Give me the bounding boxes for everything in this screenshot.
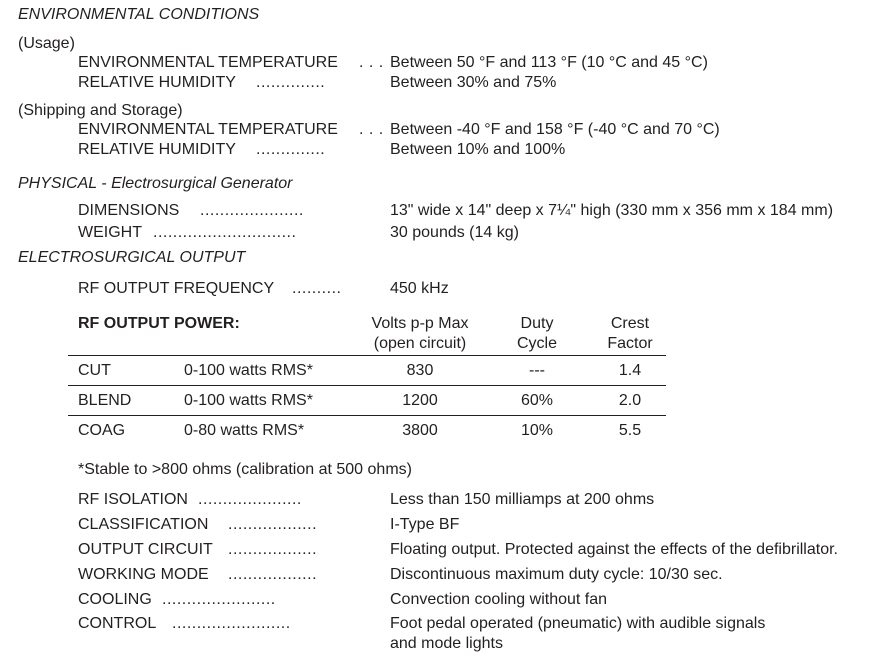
rf-frequency-dots: .......... <box>292 280 342 297</box>
row-volts: 3800 <box>402 422 438 439</box>
table-rule-row1 <box>68 385 666 386</box>
dimensions-dots: ..................... <box>200 202 304 219</box>
shipping-temperature-dots: . . . <box>359 121 384 138</box>
col-header-duty-line2: Cycle <box>516 335 557 352</box>
classification-label: CLASSIFICATION <box>78 516 209 533</box>
row-crest: 2.0 <box>618 392 642 409</box>
weight-label: WEIGHT <box>78 224 142 241</box>
dimensions-value: 13" wide x 14" deep x 7¼" high (330 mm x 356 mm x 184 mm) <box>390 202 834 219</box>
dimensions-label: DIMENSIONS <box>78 202 180 219</box>
row-power: 0-100 watts RMS* <box>184 362 313 379</box>
usage-temperature-label: ENVIRONMENTAL TEMPERATURE <box>78 54 338 71</box>
section-heading-environmental: ENVIRONMENTAL CONDITIONS <box>18 6 260 23</box>
usage-humidity-value: Between 30% and 75% <box>390 74 557 91</box>
section-heading-output: ELECTROSURGICAL OUTPUT <box>18 249 246 266</box>
output-circuit-label: OUTPUT CIRCUIT <box>78 541 213 558</box>
usage-humidity-label: RELATIVE HUMIDITY <box>78 74 236 91</box>
control-value-line1: Foot pedal operated (pneumatic) with audible signals <box>390 615 766 632</box>
control-label: CONTROL <box>78 615 157 632</box>
table-rule-header <box>68 355 666 356</box>
cooling-label: COOLING <box>78 591 152 608</box>
row-duty: 10% <box>520 422 554 439</box>
classification-dots: .................. <box>228 516 318 533</box>
working-mode-value: Discontinuous maximum duty cycle: 10/30 sec. <box>390 566 723 583</box>
usage-temperature-value: Between 50 °F and 113 °F (10 °C and 45 °C) <box>390 54 708 71</box>
row-volts: 830 <box>406 362 434 379</box>
shipping-temperature-value: Between -40 °F and 158 °F (-40 °C and 70 °C) <box>390 121 720 138</box>
col-header-duty-line1: Duty <box>520 315 554 332</box>
shipping-humidity-dots: .............. <box>256 141 326 158</box>
row-crest: 5.5 <box>618 422 642 439</box>
row-mode: CUT <box>78 362 111 379</box>
usage-temperature-dots: . . . <box>359 54 384 71</box>
rf-isolation-value: Less than 150 milliamps at 200 ohms <box>390 491 655 508</box>
classification-value: I-Type BF <box>390 516 460 533</box>
output-circuit-dots: .................. <box>228 541 318 558</box>
rf-frequency-label: RF OUTPUT FREQUENCY <box>78 280 275 297</box>
cooling-value: Convection cooling without fan <box>390 591 608 608</box>
control-dots: ........................ <box>172 615 291 632</box>
col-header-volts-line1: Volts p-p Max <box>371 315 469 332</box>
row-mode: COAG <box>78 422 126 439</box>
working-mode-dots: .................. <box>228 566 318 583</box>
usage-humidity-dots: .............. <box>256 74 326 91</box>
shipping-label: (Shipping and Storage) <box>18 102 183 119</box>
usage-label: (Usage) <box>18 35 75 52</box>
weight-value: 30 pounds (14 kg) <box>390 224 519 241</box>
col-header-volts-line2: (open circuit) <box>373 335 467 352</box>
control-value-line2: and mode lights <box>390 635 503 652</box>
table-rule-row2 <box>68 415 666 416</box>
col-header-crest-line2: Factor <box>607 335 653 352</box>
cooling-dots: ....................... <box>162 591 276 608</box>
row-crest: 1.4 <box>618 362 642 379</box>
shipping-humidity-label: RELATIVE HUMIDITY <box>78 141 236 158</box>
shipping-humidity-value: Between 10% and 100% <box>390 141 566 158</box>
weight-dots: ............................. <box>153 224 297 241</box>
col-header-crest-line1: Crest <box>610 315 650 332</box>
rf-isolation-dots: ..................... <box>198 491 302 508</box>
row-power: 0-80 watts RMS* <box>184 422 305 439</box>
row-duty: 60% <box>520 392 554 409</box>
row-duty: --- <box>529 362 545 379</box>
output-circuit-value: Floating output. Protected against the effects of the defibrillator. <box>390 541 838 558</box>
row-mode: BLEND <box>78 392 132 409</box>
working-mode-label: WORKING MODE <box>78 566 209 583</box>
rf-isolation-label: RF ISOLATION <box>78 491 188 508</box>
footnote: *Stable to >800 ohms (calibration at 500 ohms) <box>78 461 412 478</box>
shipping-temperature-label: ENVIRONMENTAL TEMPERATURE <box>78 121 338 138</box>
row-volts: 1200 <box>402 392 438 409</box>
row-power: 0-100 watts RMS* <box>184 392 313 409</box>
rf-power-title: RF OUTPUT POWER: <box>78 315 240 332</box>
section-heading-physical: PHYSICAL - Electrosurgical Generator <box>18 175 293 192</box>
rf-frequency-value: 450 kHz <box>390 280 449 297</box>
